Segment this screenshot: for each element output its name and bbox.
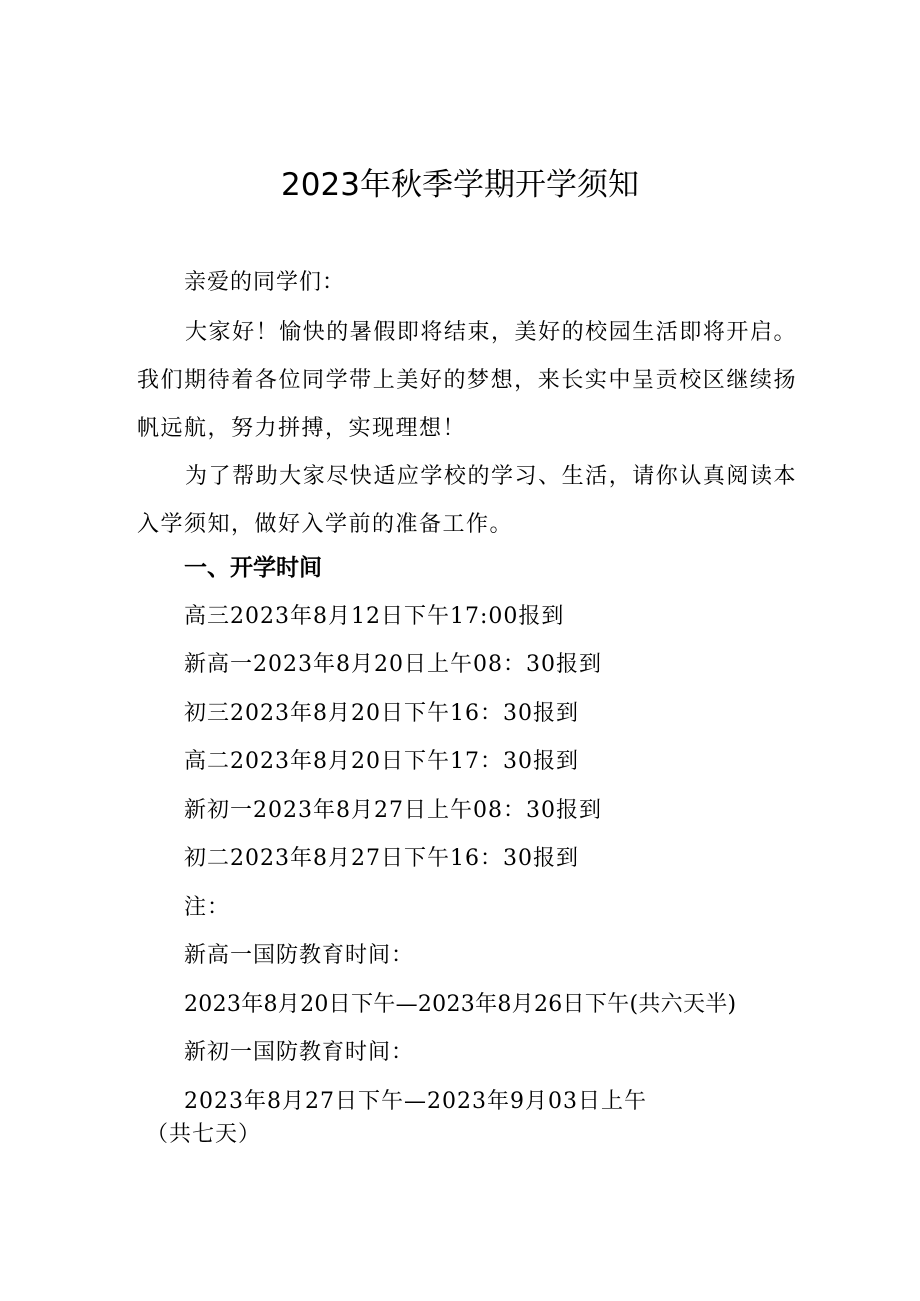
schedule-item: 新高一2023年8月20日上午08：30报到 (184, 652, 602, 677)
section-heading-start-time: 一、开学时间 (184, 555, 322, 581)
note-label: 注： (184, 895, 231, 920)
schedule-item: 初二2023年8月27日下午16：30报到 (184, 846, 579, 871)
note-line: 新高一国防教育时间： (184, 943, 415, 968)
note-line: 2023年8月20日下午—2023年8月26日下午(共六天半) (184, 992, 737, 1017)
schedule-item: 高三2023年8月12日下午17:00报到 (184, 604, 565, 629)
note-line: 2023年8月27日下午—2023年9月03日上午 (184, 1089, 647, 1114)
greeting: 亲爱的同学们： (184, 270, 346, 295)
intro-paragraph: 大家好！愉快的暑假即将结束，美好的校园生活即将开启。我们期待着各位同学带上美好的梦想，来长实中呈贡校区继续扬帆远航，努力拼搏，实现理想！ (137, 320, 797, 441)
note-line: 新初一国防教育时间： (184, 1040, 415, 1065)
schedule-item: 高二2023年8月20日下午17：30报到 (184, 749, 579, 774)
document-title: 2023年秋季学期开学须知 (281, 167, 639, 203)
schedule-item: 初三2023年8月20日下午16：30报到 (184, 701, 579, 726)
schedule-item: 新初一2023年8月27日上午08：30报到 (184, 798, 602, 823)
instruction-paragraph: 为了帮助大家尽快适应学校的学习、生活，请你认真阅读本入学须知，做好入学前的准备工作。 (137, 464, 797, 537)
note-line: （共七天） (146, 1122, 262, 1147)
